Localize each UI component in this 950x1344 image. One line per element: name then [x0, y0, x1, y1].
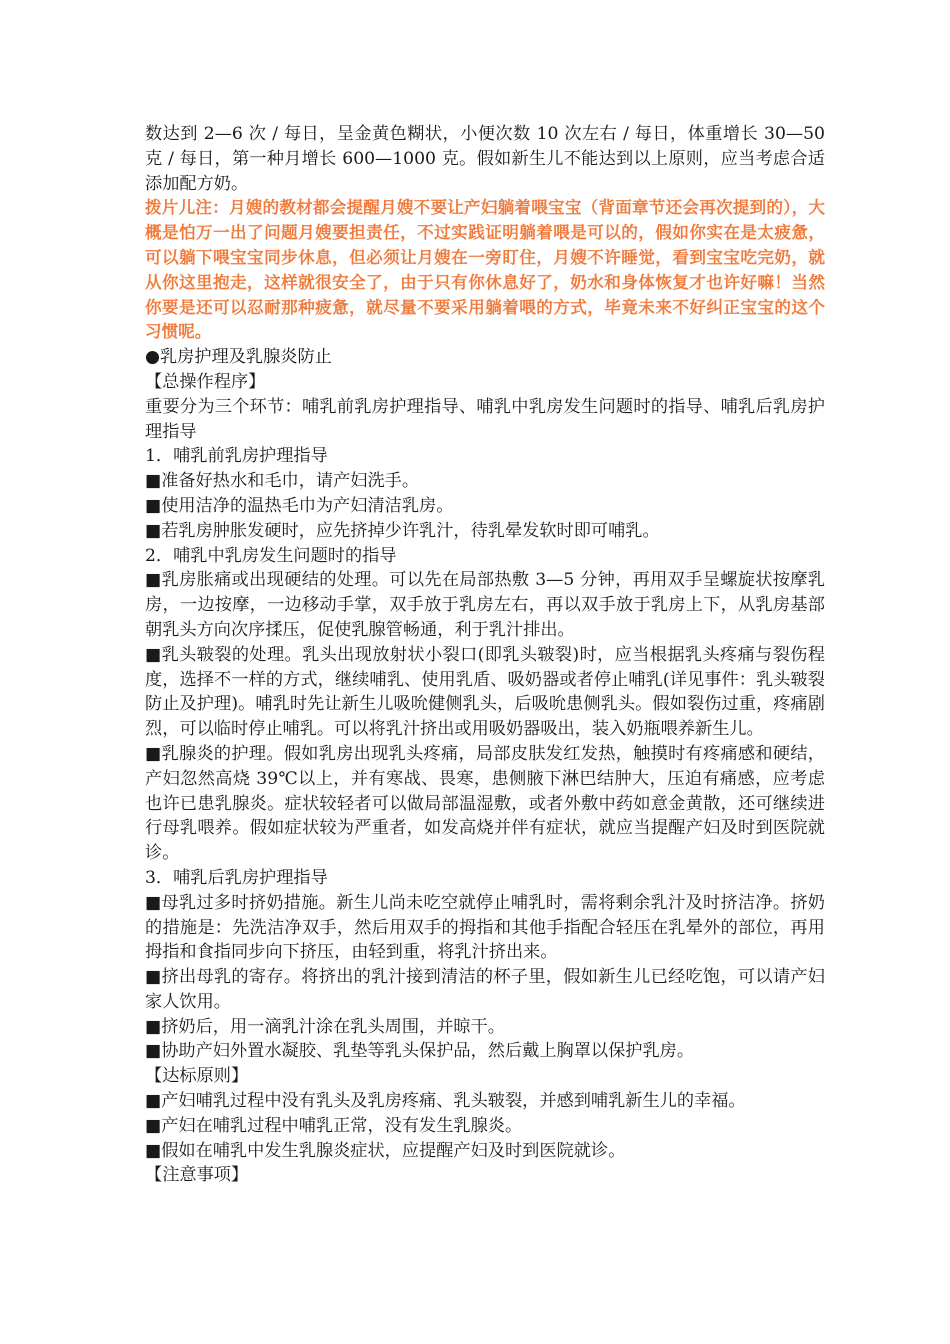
notes-heading: 【注意事项】 [145, 1165, 249, 1186]
section-title: ●乳房护理及乳腺炎防止 [145, 347, 332, 368]
step-3-item-3: ■挤奶后，用一滴乳汁涂在乳头周围，并晾干。 [145, 1016, 505, 1037]
step-1-heading: 1．哺乳前乳房护理指导 [145, 446, 328, 467]
step-1-item-3: ■若乳房肿胀发硬时，应先挤掉少许乳汁，待乳晕发软时即可哺乳。 [145, 520, 660, 541]
step-2-item-3: ■乳腺炎的护理。假如乳房出现乳头疼痛，局部皮肤发红发热，触摸时有疼痛感和硬结，产妇忽然高烧 39℃以上，并有寒战、畏寒，患侧腋下淋巴结肿大，压迫有痛感，应考虑也许已患乳腺炎。症状较轻者可以做局部温湿敷，或者外敷中药如意金黄散，还可继续进行母乳喂养。假如症状较为严重者，如发高烧并伴有症状，就应当提醒产妇及时到医院就诊。 [145, 743, 825, 864]
standard-item-3: ■假如在哺乳中发生乳腺炎症状，应提醒产妇及时到医院就诊。 [145, 1140, 626, 1161]
procedure-overview: 重要分为三个环节：哺乳前乳房护理指导、哺乳中乳房发生问题时的指导、哺乳后乳房护理指导 [145, 396, 825, 442]
standard-item-2: ■产妇在哺乳过程中哺乳正常，没有发生乳腺炎。 [145, 1115, 523, 1136]
step-3-item-4: ■协助产妇外置水凝胶、乳垫等乳头保护品，然后戴上胸罩以保护乳房。 [145, 1041, 695, 1062]
step-3-item-1: ■母乳过多时挤奶措施。新生儿尚未吃空就停止哺乳时，需将剩余乳汁及时挤洁净。挤奶的措施是：先洗洁净双手，然后用双手的拇指和其他手指配合轻压在乳晕外的部位，再用拇指和食指同步向下挤压，由轻到重，将乳汁挤出来。 [145, 892, 825, 963]
document-page [145, 122, 825, 1188]
step-3-item-2: ■挤出母乳的寄存。将挤出的乳汁接到清洁的杯子里，假如新生儿已经吃饱，可以请产妇家人饮用。 [145, 967, 825, 1012]
step-2-item-1: ■乳房胀痛或出现硬结的处理。可以先在局部热敷 3—5 分钟，再用双手呈螺旋状按摩乳房，一边按摩，一边移动手掌，双手放于乳房左右，再以双手放于乳房上下，从乳房基部朝乳头方向次序揉压，促使乳腺管畅通，利于乳汁排出。 [145, 570, 825, 640]
step-3-heading: 3．哺乳后乳房护理指导 [145, 867, 328, 888]
step-1-item-2: ■使用洁净的温热毛巾为产妇清洁乳房。 [145, 495, 454, 516]
step-2-item-2: ■乳头皲裂的处理。乳头出现放射状小裂口(即乳头皲裂)时，应当根据乳头疼痛与裂伤程度，选择不一样的方式，继续哺乳、使用乳盾、吸奶器或者停止哺乳(详见事件：乳头皲裂防止及护理)。哺乳时先让新生儿吸吮健侧乳头，后吸吮患侧乳头。假如裂伤过重，疼痛剧烈，可以临时停止哺乳。可以将乳汁挤出或用吸奶器吸出，装入奶瓶喂养新生儿。 [145, 644, 825, 740]
step-2-heading: 2．哺乳中乳房发生问题时的指导 [145, 545, 397, 566]
editor-note-paragraph: 拨片儿注：月嫂的教材都会提醒月嫂不要让产妇躺着喂宝宝（背面章节还会再次提到的），大概是怕万一出了问题月嫂要担责任，不过实践证明躺着喂是可以的，假如你实在是太疲惫，可以躺下喂宝宝同步休息，但必须让月嫂在一旁盯住，月嫂不许睡觉，看到宝宝吃完奶，就从你这里抱走，这样就很安全了，由于只有你休息好了，奶水和身体恢复才也许好嘛！当然你要是还可以忍耐那种疲惫，就尽量不要采用躺着喂的方式，毕竟未来不好纠正宝宝的这个习惯呢。 [145, 198, 825, 342]
feeding-standard-paragraph: 数达到 2—6 次 / 每日，呈金黄色糊状，小便次数 10 次左右 / 每日，体重增长 30—50 克 / 每日，第一种月增长 600—1000 克。假如新生儿不能达到以上原则，应当考虑合适添加配方奶。 [145, 124, 825, 194]
procedure-heading: 【总操作程序】 [145, 371, 266, 392]
standards-heading: 【达标原则】 [145, 1066, 249, 1087]
standard-item-1: ■产妇哺乳过程中没有乳头及乳房疼痛、乳头皲裂，并感到哺乳新生儿的幸福。 [145, 1091, 746, 1112]
step-1-item-1: ■准备好热水和毛巾，请产妇洗手。 [145, 471, 420, 492]
